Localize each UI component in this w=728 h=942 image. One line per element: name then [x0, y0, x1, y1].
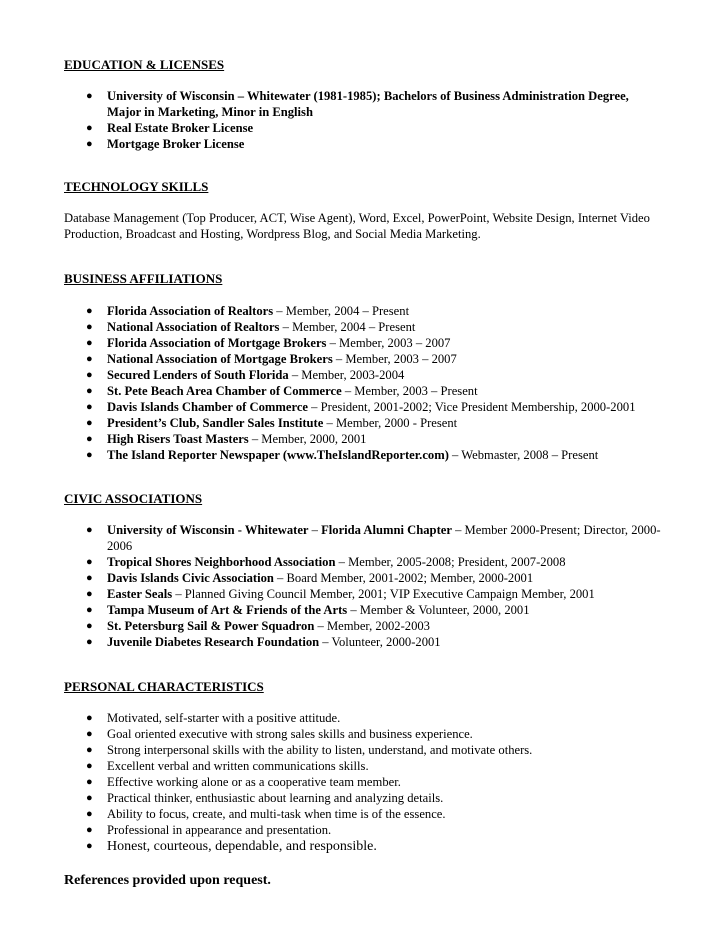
civic-item: ● Tampa Museum of Art & Friends of the Arts – Member & Volunteer, 2000, 2001	[86, 603, 530, 617]
personal-item: ● Goal oriented executive with strong sales skills and business experience.	[86, 727, 473, 741]
civic-item: ● Davis Islands Civic Association – Board Member, 2001-2002; Member, 2000-2001	[86, 571, 534, 585]
personal-item: ● Professional in appearance and presentation.	[86, 823, 332, 837]
education-item: ● University of Wisconsin – Whitewater (1981-1985); Bachelors of Business Administration Degree, Major in Marketing, Minor in English	[86, 89, 629, 119]
education-item: ● Mortgage Broker License	[86, 137, 245, 151]
civic-list	[64, 522, 664, 650]
bullet-icon: ●	[86, 636, 93, 648]
business-item: ● Florida Association of Mortgage Brokers – Member, 2003 – 2007	[86, 336, 451, 350]
personal-item: ● Effective working alone or as a cooperative team member.	[86, 775, 401, 789]
education-list	[64, 88, 664, 152]
civic-item: ● Juvenile Diabetes Research Foundation – Volunteer, 2000-2001	[86, 635, 441, 649]
bullet-icon: ●	[86, 122, 93, 134]
business-item: ● National Association of Mortgage Brokers – Member, 2003 – 2007	[86, 352, 457, 366]
personal-item: ● Excellent verbal and written communications skills.	[86, 759, 369, 773]
civic-heading: CIVIC ASSOCIATIONS	[64, 491, 203, 506]
education-item: ● Real Estate Broker License	[86, 121, 254, 135]
bullet-icon: ●	[86, 712, 93, 724]
business-item: ● The Island Reporter Newspaper (www.TheIslandReporter.com) – Webmaster, 2008 – Present	[86, 448, 599, 462]
bullet-icon: ●	[86, 524, 93, 536]
bullet-icon: ●	[86, 776, 93, 788]
business-item: ● High Risers Toast Masters – Member, 2000, 2001	[86, 432, 367, 446]
bullet-icon: ●	[86, 417, 93, 429]
business-item: ● Secured Lenders of South Florida – Member, 2003-2004	[86, 368, 405, 382]
business-item: ● President’s Club, Sandler Sales Institute – Member, 2000 - Present	[86, 416, 458, 430]
bullet-icon: ●	[86, 760, 93, 772]
bullet-icon: ●	[86, 433, 93, 445]
bullet-icon: ●	[86, 369, 93, 381]
bullet-icon: ●	[86, 744, 93, 756]
bullet-icon: ●	[86, 792, 93, 804]
references-note: References provided upon request.	[64, 873, 271, 888]
business-heading: BUSINESS AFFILIATIONS	[64, 271, 223, 286]
business-item: ● National Association of Realtors – Member, 2004 – Present	[86, 320, 416, 334]
bullet-icon: ●	[86, 321, 93, 333]
bullet-icon: ●	[86, 353, 93, 365]
civic-item: ● Easter Seals – Planned Giving Council Member, 2001; VIP Executive Campaign Member, 2001	[86, 587, 595, 601]
bullet-icon: ●	[86, 401, 93, 413]
personal-list	[64, 710, 664, 855]
personal-heading: PERSONAL CHARACTERISTICS	[64, 679, 264, 694]
personal-item: ● Honest, courteous, dependable, and responsible.	[86, 839, 377, 854]
personal-item: ● Ability to focus, create, and multi-task when time is of the essence.	[86, 807, 446, 821]
bullet-icon: ●	[86, 305, 93, 317]
bullet-icon: ●	[86, 604, 93, 616]
business-item: ● Davis Islands Chamber of Commerce – President, 2001-2002; Vice President Membership, 2000-2001	[86, 400, 636, 414]
education-heading: EDUCATION & LICENSES	[64, 57, 225, 72]
bullet-icon: ●	[86, 824, 93, 836]
civic-item: ● Tropical Shores Neighborhood Association – Member, 2005-2008; President, 2007-2008	[86, 555, 566, 569]
business-list	[64, 303, 664, 463]
bullet-icon: ●	[86, 556, 93, 568]
business-item: ● St. Pete Beach Area Chamber of Commerce – Member, 2003 – Present	[86, 384, 478, 398]
personal-item: ● Motivated, self-starter with a positive attitude.	[86, 711, 341, 725]
bullet-icon: ●	[86, 572, 93, 584]
personal-item: ● Strong interpersonal skills with the ability to listen, understand, and motivate others.	[86, 743, 533, 757]
civic-item: ● University of Wisconsin - Whitewater – Florida Alumni Chapter – Member 2000-Present; Director, 2000-2006	[86, 523, 661, 553]
bullet-icon: ●	[86, 90, 93, 102]
bullet-icon: ●	[86, 385, 93, 397]
bullet-icon: ●	[86, 138, 93, 150]
bullet-icon: ●	[86, 449, 93, 461]
bullet-icon: ●	[86, 337, 93, 349]
bullet-icon: ●	[86, 840, 93, 852]
bullet-icon: ●	[86, 728, 93, 740]
personal-item: ● Practical thinker, enthusiastic about learning and analyzing details.	[86, 791, 444, 805]
bullet-icon: ●	[86, 620, 93, 632]
bullet-icon: ●	[86, 808, 93, 820]
business-item: ● Florida Association of Realtors – Member, 2004 – Present	[86, 304, 410, 318]
civic-item: ● St. Petersburg Sail & Power Squadron – Member, 2002-2003	[86, 619, 430, 633]
technology-text: Database Management (Top Producer, ACT, Wise Agent), Word, Excel, PowerPoint, Website Design, Internet Video Production, Broadcast and Hosting, Wordpress Blog, and Social Media Marketing.	[64, 211, 650, 241]
technology-heading: TECHNOLOGY SKILLS	[64, 179, 209, 194]
bullet-icon: ●	[86, 588, 93, 600]
